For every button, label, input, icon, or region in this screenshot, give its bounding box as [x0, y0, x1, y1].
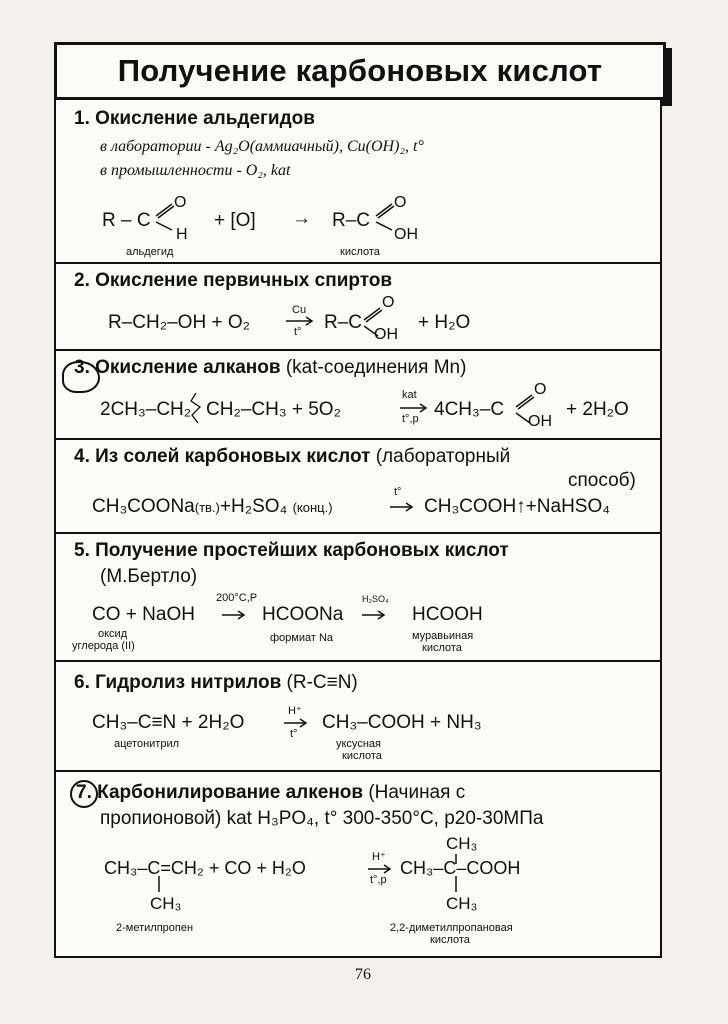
- methylpropene-label: 2-метилпропен: [116, 922, 194, 934]
- water-2: + H₂O: [418, 312, 471, 333]
- section-7: [56, 772, 660, 956]
- acetonitrile-label: ацетонитрил: [114, 738, 180, 750]
- nitrile-right: CH₃–COOH + NH₃: [322, 712, 482, 733]
- section-4-number: 4.: [74, 446, 90, 467]
- formate-label: формиат Na: [270, 632, 334, 644]
- acid-r: R–C: [324, 312, 363, 333]
- section-5-number: 5.: [74, 540, 90, 561]
- acid-oh-3: OH: [528, 413, 552, 430]
- condition-tp: t°,p: [402, 413, 419, 425]
- condition-200c: 200°C,P: [216, 592, 258, 604]
- salt-equation: [92, 496, 333, 518]
- salt-products: CH₃COOH↑+NaHSO₄: [424, 496, 610, 517]
- arrow-3: [400, 403, 430, 413]
- section-2-title: Окисление первичных спиртов: [95, 270, 393, 291]
- catalyst-cu: Cu: [292, 304, 307, 316]
- section-5-heading: [74, 540, 509, 562]
- bond-break-mark: [188, 393, 204, 423]
- section-6-note: (R-C≡N): [286, 672, 358, 693]
- reaction-arrow-1: →: [292, 208, 311, 229]
- section-2-number: 2.: [74, 270, 90, 291]
- section-3-note: (kat-соединения Mn): [285, 357, 467, 378]
- section-7-title: Карбонилирование алкенов: [97, 782, 364, 803]
- acetic-formula-3: 4CH₃–C: [434, 399, 505, 420]
- acid-label: кислота: [340, 246, 380, 258]
- sodium-formate: HCOONa: [262, 604, 344, 625]
- arrow-5b: [362, 610, 388, 620]
- section-1-title: Окисление альдегидов: [95, 108, 315, 129]
- condition-t-6: t°: [290, 728, 298, 740]
- acetic-label-2: кислота: [342, 750, 382, 762]
- arrow-7: [368, 864, 394, 874]
- condition-h2so4: H₂SO₄: [362, 594, 389, 604]
- berthelot-left: CO + NaOH: [92, 604, 195, 625]
- page-number: 76: [355, 966, 371, 983]
- alkene-left: CH₃–C=CH₂ + CO + H₂O: [104, 858, 306, 878]
- lab-conditions: в лаборатории - Ag₂O(аммиачный), Cu(OH)₂, t°: [100, 138, 424, 155]
- condition-t: t°: [294, 326, 302, 338]
- section-3: [56, 351, 660, 440]
- solid-mark: (тв.): [194, 500, 220, 515]
- catalyst-h-6: H⁺: [288, 705, 302, 717]
- section-7-note-1: (Начиная с: [368, 782, 466, 803]
- section-4-note-1: (лабораторный: [375, 446, 511, 467]
- aldehyde-formula: R – C: [102, 210, 151, 231]
- section-2-heading: [74, 270, 392, 292]
- water-3: + 2H₂O: [566, 399, 629, 420]
- sodium-acetate: CH₃COONa: [92, 496, 195, 517]
- acid-o-3: O: [534, 381, 547, 398]
- section-4-note-2: способ): [568, 470, 636, 491]
- co-label-1: оксид: [98, 628, 128, 640]
- oxidant: + [O]: [214, 210, 256, 231]
- aldehyde-label: альдегид: [126, 246, 174, 258]
- aldehyde-oxygen: O: [174, 194, 187, 211]
- section-3-title: Окисление алканов: [95, 357, 281, 378]
- acid-oxygen: O: [394, 194, 407, 211]
- catalyst-h-7: H⁺: [372, 851, 386, 863]
- section-5-note: (М.Бертло): [100, 566, 198, 587]
- acid-formula: R–C: [332, 210, 371, 231]
- section-7-heading: [76, 782, 465, 804]
- arrow-5a: [222, 610, 248, 620]
- section-5: [56, 534, 660, 662]
- page-title: Получение карбоновых кислот: [117, 53, 603, 88]
- ch3-bottom-left: CH₃: [150, 894, 182, 913]
- section-7-number: 7.: [76, 782, 92, 803]
- section-6-title: Гидролиз нитрилов: [95, 672, 282, 693]
- condition-tp-7: t°,p: [370, 874, 387, 886]
- section-5-title: Получение простейших карбоновых кислот: [95, 540, 509, 561]
- section-1: [56, 100, 660, 264]
- co-label-2: углерода (II): [72, 640, 135, 652]
- ch3-bottom-right: CH₃: [446, 894, 478, 913]
- section-2: [56, 264, 660, 351]
- content-frame: [54, 98, 662, 958]
- arrow-6: [284, 718, 310, 728]
- conc-mark: (конц.): [292, 500, 333, 515]
- industry-conditions: в промышленности - O₂, kat: [100, 162, 291, 179]
- section-4: [56, 440, 660, 534]
- alkane-mid: CH₂–CH₃ + 5O₂: [206, 399, 341, 420]
- sulfuric-acid: +H₂SO₄: [219, 496, 288, 517]
- dimethylpropanoic-label-1: 2,2-диметилпропановая: [390, 922, 513, 934]
- alkane-left: 2CH₃–CH₂: [100, 399, 192, 420]
- section-7-note-2: пропионовой) kat H₃PO₄, t° 300-350°C, p20-30МПа: [100, 808, 544, 829]
- nitrile-left: CH₃–C≡N + 2H₂O: [92, 712, 245, 733]
- condition-t-4: t°: [394, 486, 402, 498]
- arrow-4: [390, 502, 416, 512]
- arrow-2: [286, 316, 316, 326]
- section-1-number: 1.: [74, 108, 90, 129]
- acid-hydroxyl: OH: [394, 226, 418, 243]
- aldehyde-hydrogen: H: [176, 226, 188, 243]
- catalyst-kat: kat: [402, 389, 417, 401]
- section-6-heading: [74, 672, 358, 694]
- pivalic-acid: CH₃–C–COOH: [400, 858, 521, 878]
- section-6: [56, 662, 660, 772]
- acetic-label-1: уксусная: [336, 738, 381, 750]
- section-4-heading: [74, 446, 510, 468]
- section-3-number: 3.: [74, 357, 90, 378]
- section-1-heading: [74, 108, 315, 130]
- acid-o-2: O: [382, 294, 395, 311]
- section-6-number: 6.: [74, 672, 90, 693]
- acid-oh-2: OH: [374, 326, 398, 343]
- alcohol-equation-left: R–CH₂–OH + O₂: [108, 312, 250, 333]
- dimethylpropanoic-label-2: кислота: [430, 934, 470, 946]
- formic-label-2: кислота: [422, 642, 462, 654]
- formic-acid: HCOOH: [412, 604, 483, 625]
- title-box: [54, 42, 666, 100]
- formic-label-1: муравьиная: [412, 630, 474, 642]
- ch3-top-right: CH₃: [446, 834, 478, 853]
- section-4-title: Из солей карбоновых кислот: [95, 446, 371, 467]
- section-3-heading: [74, 357, 466, 379]
